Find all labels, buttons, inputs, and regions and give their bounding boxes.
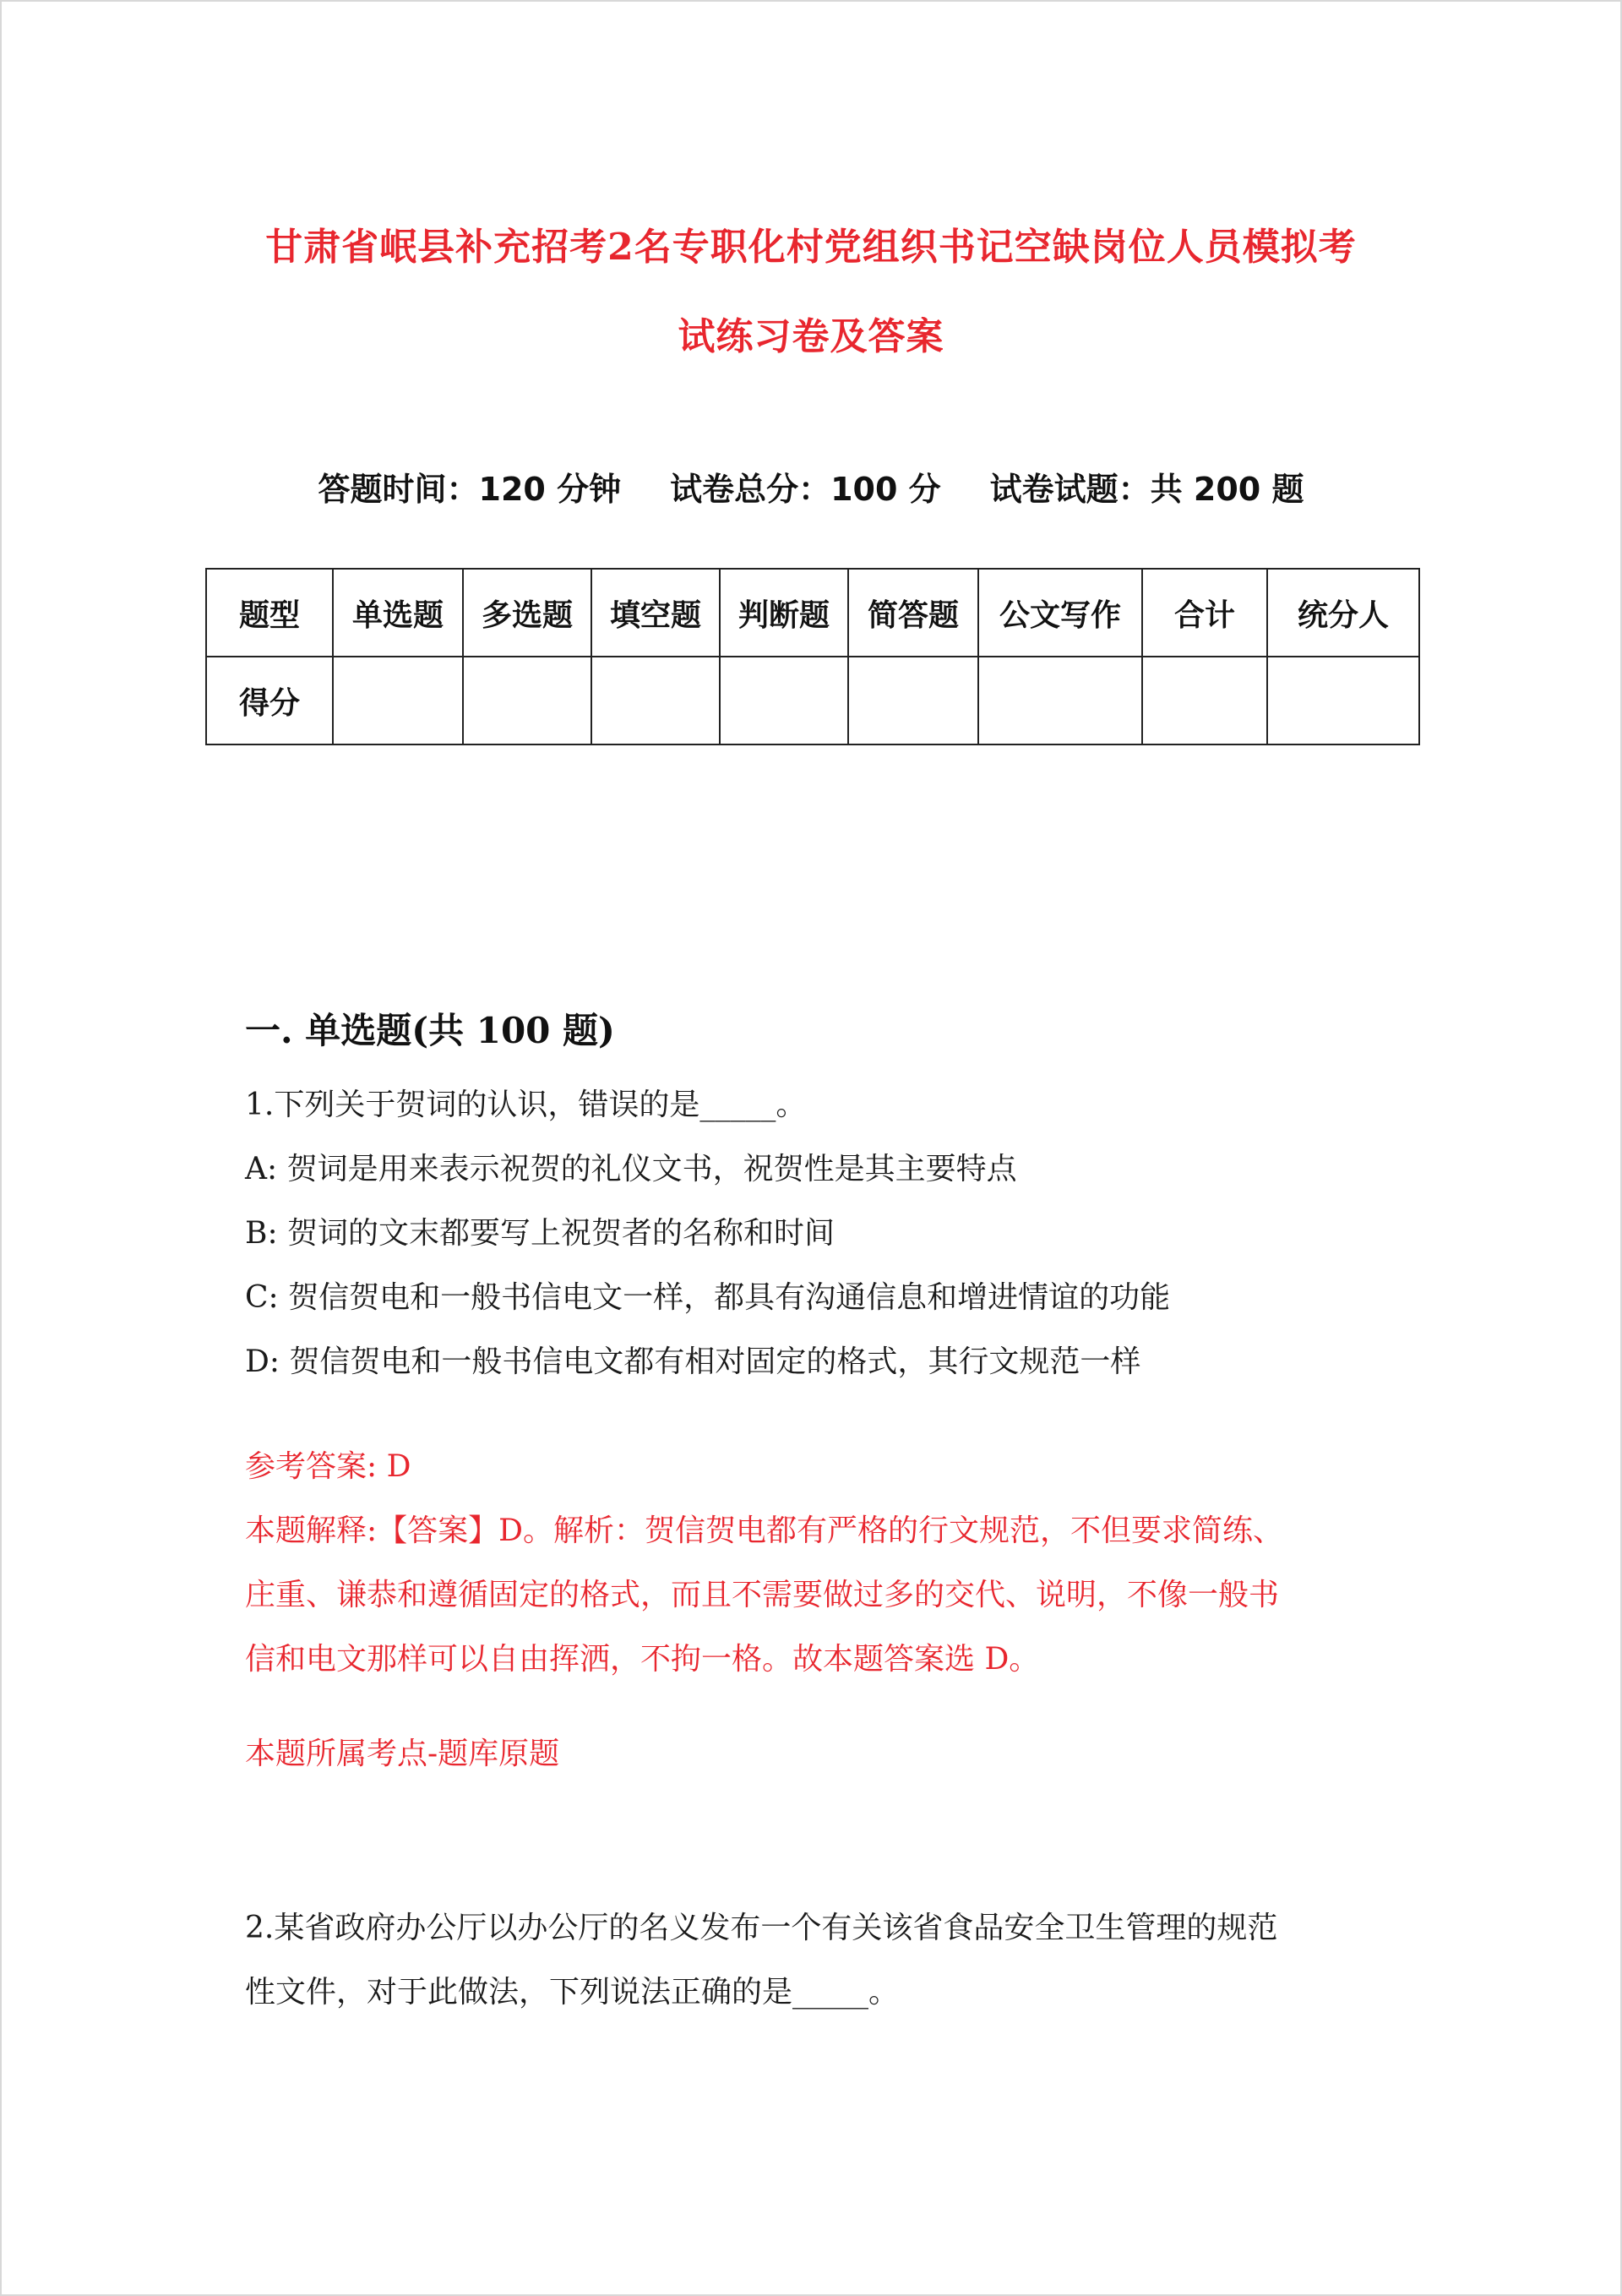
- score-cell: [333, 657, 463, 744]
- explanation-line: 庄重、谦恭和遵循固定的格式，而且不需要做过多的交代、说明，不像一般书: [245, 1578, 1280, 1612]
- header-cell: 公文写作: [978, 569, 1142, 657]
- explanation-line: 信和电文那样可以自由挥洒，不拘一格。故本题答案选 D。: [245, 1642, 1040, 1677]
- reference-answer: 参考答案: D: [245, 1449, 411, 1484]
- title-line-1: 甘肃省岷县补充招考2名专职化村党组织书记空缺岗位人员模拟考: [265, 226, 1357, 269]
- exam-total-questions: 试卷试题：共 200 题: [989, 471, 1304, 508]
- score-table-score-row: [206, 657, 1419, 744]
- score-cell: [591, 657, 720, 744]
- knowledge-point: 本题所属考点-题库原题: [245, 1737, 560, 1771]
- header-cell: 题型: [206, 569, 333, 657]
- question-2: [245, 1896, 1377, 2025]
- score-cell: [720, 657, 848, 744]
- score-table: [205, 568, 1420, 745]
- score-cell: [463, 657, 591, 744]
- header-cell: 判断题: [720, 569, 848, 657]
- document-title: [220, 203, 1402, 382]
- header-cell: 多选题: [463, 569, 591, 657]
- header-cell: 简答题: [848, 569, 978, 657]
- score-cell: [1142, 657, 1267, 744]
- header-cell: 统分人: [1267, 569, 1419, 657]
- option-a: A: 贺词是用来表示祝贺的礼仪文书，祝贺性是其主要特点: [245, 1152, 1017, 1186]
- section-heading: 一. 单选题(共 100 题): [245, 1010, 615, 1051]
- option-c: C: 贺信贺电和一般书信电文一样，都具有沟通信息和增进情谊的功能: [245, 1280, 1171, 1315]
- score-table-header-row: [206, 569, 1419, 657]
- header-cell: 单选题: [333, 569, 463, 657]
- header-cell: 合计: [1142, 569, 1267, 657]
- exam-time: 答题时间：120 分钟: [318, 471, 622, 508]
- question-stem: 2.某省政府办公厅以办公厅的名义发布一个有关该省食品安全卫生管理的规范: [245, 1911, 1278, 1945]
- exam-total-score: 试卷总分：100 分: [670, 471, 941, 508]
- question-stem: 性文件，对于此做法，下列说法正确的是_____。: [245, 1975, 900, 2010]
- question-stem: 1.下列关于贺词的认识，错误的是_____。: [245, 1088, 807, 1122]
- question-1: [245, 1073, 1377, 1786]
- score-cell: [848, 657, 978, 744]
- question-content: [245, 1006, 1377, 2025]
- score-cell: [978, 657, 1142, 744]
- score-cell: [1267, 657, 1419, 744]
- header-cell: 填空题: [591, 569, 720, 657]
- row-label: 得分: [206, 657, 333, 744]
- exam-meta: [0, 463, 1622, 510]
- title-line-2: 试练习卷及答案: [678, 315, 944, 358]
- option-d: D: 贺信贺电和一般书信电文都有相对固定的格式，其行文规范一样: [245, 1344, 1141, 1379]
- explanation-line: 本题解释:【答案】D。解析：贺信贺电都有严格的行文规范，不但要求简练、: [245, 1513, 1283, 1548]
- option-b: B: 贺词的文末都要写上祝贺者的名称和时间: [245, 1216, 835, 1251]
